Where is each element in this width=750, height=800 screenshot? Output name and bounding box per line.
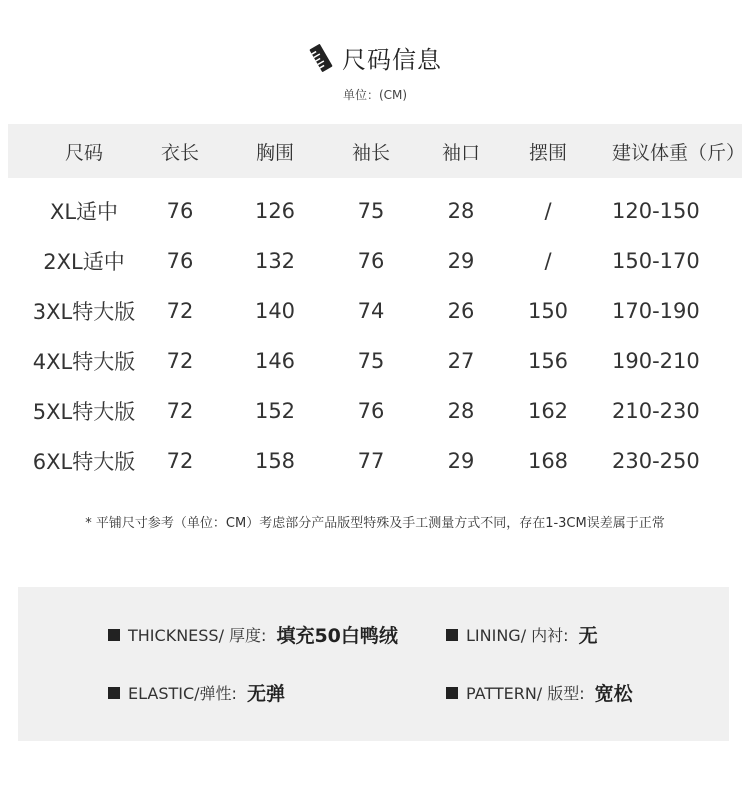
- cell-length: 76: [166, 199, 194, 223]
- spec-thickness: [108, 621, 398, 648]
- cell-weight: 120-150: [612, 199, 700, 223]
- spec-lining: [446, 621, 598, 648]
- column-header-sleeve: 袖长: [351, 141, 390, 164]
- cell-weight: 190-210: [612, 349, 700, 373]
- size-table: [8, 124, 746, 486]
- cell-sleeve: 76: [357, 249, 385, 273]
- cell-weight: 210-230: [612, 399, 700, 423]
- column-header-hem: 摆围: [528, 141, 567, 164]
- cell-chest: 126: [254, 199, 296, 223]
- cell-hem: /: [544, 249, 552, 273]
- cell-chest: 146: [254, 349, 296, 373]
- spec-label: ELASTIC/弹性:: [128, 684, 237, 703]
- cell-length: 72: [166, 399, 194, 423]
- spec-label: PATTERN/ 版型:: [466, 684, 585, 703]
- cell-cuff: 27: [447, 349, 475, 373]
- spec-pattern: [446, 679, 633, 706]
- square-bullet-icon: [108, 629, 120, 641]
- cell-hem: /: [544, 199, 552, 223]
- cell-cuff: 28: [447, 399, 475, 423]
- cell-chest: 140: [254, 299, 296, 323]
- cell-sleeve: 74: [357, 299, 385, 323]
- column-header-cuff: 袖口: [441, 141, 480, 164]
- cell-sleeve: 75: [357, 199, 385, 223]
- square-bullet-icon: [446, 629, 458, 641]
- unit-label: 单位：(CM): [342, 88, 408, 102]
- table-header: [8, 124, 746, 178]
- square-bullet-icon: [446, 687, 458, 699]
- cell-weight: 150-170: [612, 249, 700, 273]
- cell-chest: 132: [254, 249, 296, 273]
- cell-weight: 170-190: [612, 299, 700, 323]
- page-title: 尺码信息: [342, 46, 442, 74]
- table-row: [8, 186, 742, 236]
- cell-hem: 150: [527, 299, 569, 323]
- table-row: [8, 286, 742, 336]
- spec-value: 填充50白鸭绒: [276, 625, 398, 647]
- cell-cuff: 26: [447, 299, 475, 323]
- spec-value: 无: [578, 625, 598, 647]
- cell-sleeve: 77: [357, 449, 385, 473]
- table-row: [8, 386, 742, 436]
- square-bullet-icon: [108, 687, 120, 699]
- measurement-note: * 平铺尺寸参考（单位：CM）考虑部分产品版型特殊及手工测量方式不同，存在1-3CM误差属于正常: [85, 516, 665, 531]
- cell-sleeve: 75: [357, 349, 385, 373]
- table-row: [8, 336, 742, 386]
- table-body: [8, 178, 742, 486]
- cell-chest: 152: [254, 399, 296, 423]
- column-header-chest: 胸围: [255, 141, 294, 164]
- cell-size: 2XL适中: [43, 250, 125, 274]
- cell-length: 76: [166, 249, 194, 273]
- table-row: [8, 236, 742, 286]
- cell-hem: 168: [527, 449, 569, 473]
- cell-size: 4XL特大版: [32, 350, 136, 374]
- cell-hem: 162: [527, 399, 569, 423]
- cell-cuff: 29: [447, 249, 475, 273]
- cell-chest: 158: [254, 449, 296, 473]
- product-specs-panel: [18, 587, 729, 741]
- spec-label: THICKNESS/ 厚度:: [128, 626, 267, 645]
- cell-size: 5XL特大版: [32, 400, 136, 424]
- cell-size: 3XL特大版: [32, 300, 136, 324]
- cell-size: XL适中: [49, 200, 119, 224]
- spec-elastic: [108, 679, 285, 706]
- spec-value: 无弹: [246, 683, 285, 705]
- spec-label: LINING/ 内衬:: [466, 626, 569, 645]
- table-row: [8, 436, 742, 486]
- column-header-length: 衣长: [160, 141, 199, 164]
- cell-length: 72: [166, 449, 194, 473]
- cell-length: 72: [166, 299, 194, 323]
- ruler-icon: [308, 43, 334, 73]
- cell-size: 6XL特大版: [32, 450, 136, 474]
- column-header-weight: 建议体重（斤）: [612, 141, 746, 164]
- cell-cuff: 28: [447, 199, 475, 223]
- cell-cuff: 29: [447, 449, 475, 473]
- cell-sleeve: 76: [357, 399, 385, 423]
- cell-length: 72: [166, 349, 194, 373]
- title-bar: [0, 40, 750, 75]
- column-header-size: 尺码: [64, 141, 103, 164]
- cell-weight: 230-250: [612, 449, 700, 473]
- spec-value: 宽松: [594, 683, 633, 705]
- cell-hem: 156: [527, 349, 569, 373]
